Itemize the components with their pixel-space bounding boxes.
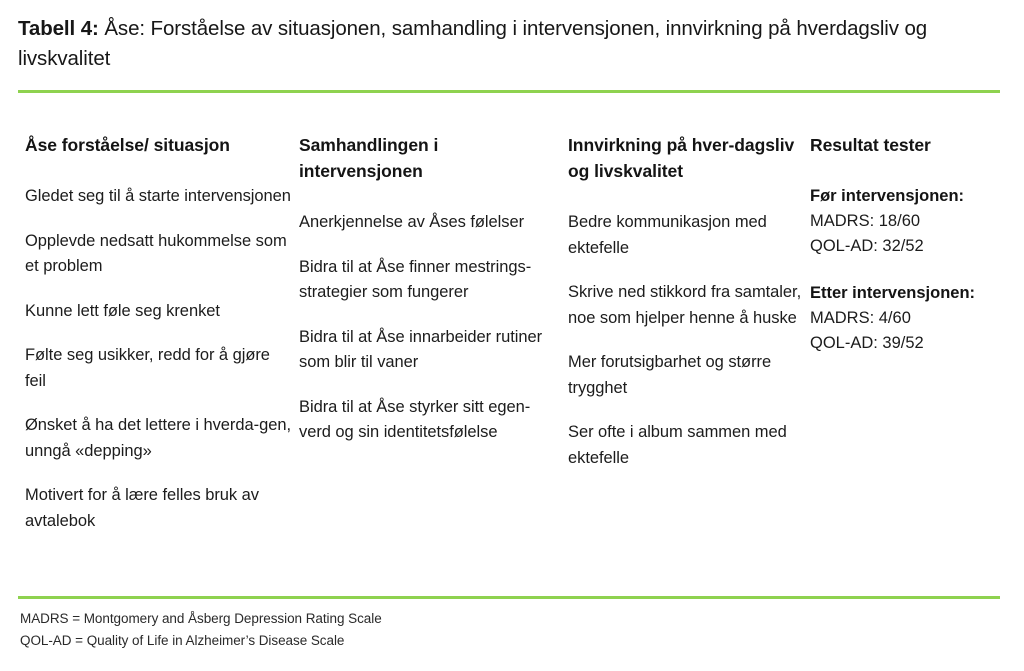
column-header: Resultat tester [810, 135, 931, 155]
list-item: Ønsket å ha det lettere i hverda-gen, unngå «depping» [25, 416, 291, 460]
result-line-madrs: MADRS: 18/60 [810, 212, 921, 230]
result-block-after [810, 281, 1010, 356]
column-body [299, 210, 561, 446]
column-body [25, 184, 293, 534]
result-block-title: Etter intervensjonen: [810, 284, 976, 302]
result-line-qolad: QOL-AD: 32/52 [810, 237, 924, 255]
list-item: Ser ofte i album sammen med ektefelle [568, 423, 787, 467]
column-header: Åse forståelse/ situasjon [25, 135, 230, 155]
list-item: Bidra til at Åse finner mestrings-strategier som fungerer [299, 257, 532, 301]
caption-text: Åse: Forståelse av situasjonen, samhandling i intervensjonen, innvirkning på hverdagsliv og livskvalitet [18, 17, 928, 70]
list-item: Følte seg usikker, redd for å gjøre feil [25, 346, 270, 390]
table-column-samhandlingen [299, 132, 561, 446]
table-bottom-rule [18, 596, 1000, 599]
table-column-ase-forstaelse [25, 132, 293, 534]
table-footnotes [20, 608, 920, 652]
result-line-madrs: MADRS: 4/60 [810, 309, 911, 327]
list-item: Anerkjennelse av Åses følelser [299, 213, 525, 231]
footnote-qolad: QOL-AD = Quality of Life in Alzheimer’s Disease Scale [20, 633, 345, 648]
list-item: Bidra til at Åse styrker sitt egen-verd og sin identitetsfølelse [299, 397, 531, 441]
result-line-qolad: QOL-AD: 39/52 [810, 334, 924, 352]
caption-label: Tabell 4: [18, 17, 99, 40]
column-body [810, 184, 1010, 356]
list-item: Gledet seg til å starte intervensjonen [25, 187, 291, 205]
column-header: Samhandlingen i intervensjonen [299, 135, 439, 181]
list-item: Mer forutsigbarhet og større trygghet [568, 353, 772, 397]
result-block-title: Før intervensjonen: [810, 187, 965, 205]
list-item: Opplevde nedsatt hukommelse som et problem [25, 231, 287, 275]
result-block-before [810, 184, 1010, 259]
list-item: Motivert for å lære felles bruk av avtalebok [25, 486, 259, 530]
list-item: Bedre kommunikasjon med ektefelle [568, 213, 767, 257]
list-item: Kunne lett føle seg krenket [25, 301, 220, 320]
list-item: Skrive ned stikkord fra samtaler, noe som hjelper henne å huske [568, 283, 802, 327]
column-body [568, 210, 806, 471]
table-column-resultat-tester [810, 132, 1010, 356]
column-header: Innvirkning på hver-dagsliv og livskvalitet [568, 135, 795, 181]
list-item: Bidra til at Åse innarbeider rutiner som blir til vaner [299, 327, 543, 371]
table-top-rule [18, 90, 1000, 93]
table-column-innvirkning [568, 132, 806, 471]
table-caption [18, 14, 988, 74]
footnote-madrs: MADRS = Montgomery and Åsberg Depression Rating Scale [20, 611, 382, 626]
